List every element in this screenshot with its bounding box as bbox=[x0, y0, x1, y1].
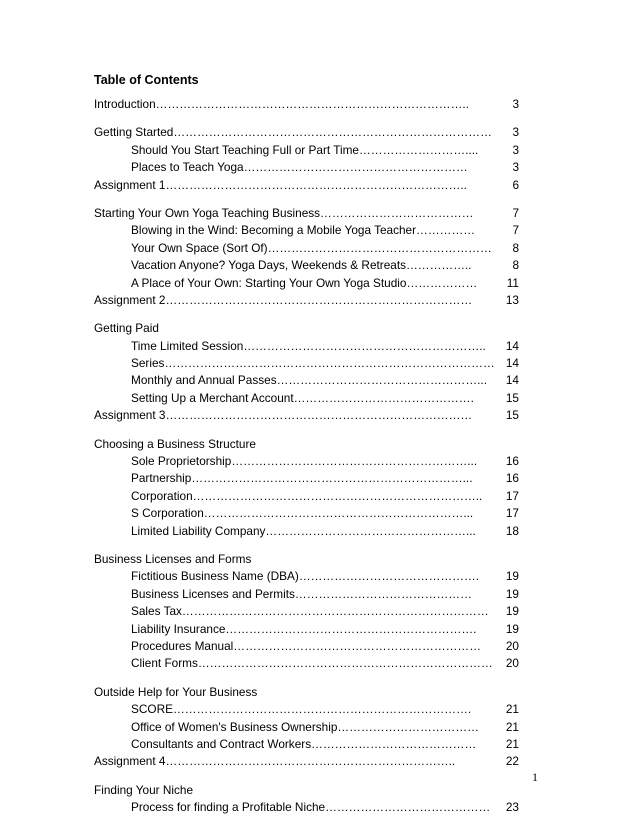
toc-subentry bbox=[131, 586, 519, 603]
toc-page-number: 3 bbox=[510, 124, 519, 141]
toc-subentry bbox=[131, 603, 519, 620]
toc-entry bbox=[94, 753, 519, 770]
toc-entry-text: Your Own Space (Sort Of)………………………………………………… bbox=[131, 240, 492, 255]
toc-page-number: 11 bbox=[505, 275, 519, 292]
toc-page-number: 15 bbox=[504, 407, 519, 424]
toc-entry-text: Time Limited Session…………………………………………………….. bbox=[131, 338, 486, 353]
toc-page-number: 23 bbox=[504, 799, 519, 816]
toc-entry-text: Choosing a Business Structure bbox=[94, 436, 256, 451]
toc-page-number: 17 bbox=[504, 488, 519, 505]
toc-entry bbox=[94, 205, 519, 222]
toc-entry-text: Vacation Anyone? Yoga Days, Weekends & Retreats…………….. bbox=[131, 258, 472, 273]
toc-page-number: 14 bbox=[504, 338, 519, 355]
toc-entry-text: Limited Liability Company……………………………………………... bbox=[131, 523, 476, 538]
toc-entry-text: Finding Your Niche bbox=[94, 782, 194, 797]
toc-entry-text: Sales Tax…………………………………………………………………… bbox=[131, 604, 489, 619]
toc-entry-text: Sole Proprietorship……………………………………………………... bbox=[131, 454, 478, 469]
toc-subentry bbox=[131, 222, 519, 239]
toc-entry-text: Places to Teach Yoga………………………………………………… bbox=[131, 160, 468, 175]
toc-entry-text: Client Forms………………………………………………………………… bbox=[131, 656, 493, 671]
toc-entry bbox=[94, 177, 519, 194]
toc-page-number: 19 bbox=[504, 568, 519, 585]
toc-page-number: 22 bbox=[504, 753, 519, 770]
toc-page-number: 7 bbox=[510, 205, 519, 222]
toc-entry-text: Getting Paid bbox=[94, 321, 159, 336]
toc-entry-text: Getting Started……………………………………………………………………… bbox=[94, 125, 492, 140]
toc-subentry bbox=[131, 523, 519, 540]
toc-subentry bbox=[131, 390, 519, 407]
toc-page-number: 15 bbox=[504, 390, 519, 407]
toc-entry-text: Procedures Manual……………………………………………………… bbox=[131, 638, 482, 653]
toc-page-number: 20 bbox=[504, 638, 519, 655]
toc-page-number: 16 bbox=[504, 453, 519, 470]
toc-page-number: 19 bbox=[504, 603, 519, 620]
toc-entry-text: Starting Your Own Yoga Teaching Business………………………………… bbox=[94, 205, 474, 220]
toc-subentry bbox=[131, 719, 519, 736]
toc-entry-text: Fictitious Business Name (DBA)………………………………………. bbox=[131, 569, 480, 584]
toc-page-number: 7 bbox=[510, 222, 519, 239]
toc-subentry bbox=[131, 799, 519, 816]
toc-subentry bbox=[131, 621, 519, 638]
toc-entry-text: Process for finding a Profitable Niche…………………………………… bbox=[131, 800, 491, 815]
section-gap bbox=[94, 540, 519, 551]
toc-entry-text: Partnership……………………………………………………………... bbox=[131, 471, 473, 486]
toc-title: Table of Contents bbox=[94, 73, 199, 87]
toc-subentry bbox=[131, 355, 519, 372]
toc-page-number: 3 bbox=[510, 142, 519, 159]
toc-entry bbox=[94, 782, 519, 799]
toc-page-number: 19 bbox=[504, 586, 519, 603]
toc-page-number: 19 bbox=[504, 621, 519, 638]
section-gap bbox=[94, 309, 519, 320]
toc-entry-text: Assignment 3…………………………………………………………………… bbox=[94, 408, 473, 423]
toc-subentry bbox=[131, 470, 519, 487]
toc-entry-text: S Corporation…………………………………………………………... bbox=[131, 506, 474, 521]
toc-entry-text: A Place of Your Own: Starting Your Own Yoga Studio……………… bbox=[131, 275, 478, 290]
toc-subentry bbox=[131, 142, 519, 159]
toc-entry-text: Setting Up a Merchant Account………………………………………. bbox=[131, 390, 474, 405]
toc-page-number: 13 bbox=[504, 292, 519, 309]
toc-page-number: 21 bbox=[504, 736, 519, 753]
toc-entry bbox=[94, 551, 519, 568]
toc-entry-text: Business Licenses and Permits……………………………………… bbox=[131, 586, 472, 601]
toc-entry-text: Should You Start Teaching Full or Part Time……………………….... bbox=[131, 142, 479, 157]
toc-subentry bbox=[131, 701, 519, 718]
toc-entry bbox=[94, 96, 519, 113]
section-gap bbox=[94, 425, 519, 436]
toc-entry bbox=[94, 320, 519, 337]
toc-entry-text: Business Licenses and Forms bbox=[94, 551, 252, 566]
toc-entry bbox=[94, 292, 519, 309]
toc-page-number: 3 bbox=[510, 159, 519, 176]
toc-entry-text: Consultants and Contract Workers…………………………………… bbox=[131, 736, 477, 751]
section-gap bbox=[94, 673, 519, 684]
toc-subentry bbox=[131, 568, 519, 585]
toc-entry-text: SCORE…………………………………………………………………. bbox=[131, 702, 472, 717]
toc-subentry bbox=[131, 240, 519, 257]
toc-subentry bbox=[131, 275, 519, 292]
toc-subentry bbox=[131, 159, 519, 176]
toc-subentry bbox=[131, 372, 519, 389]
toc-entry-text: Monthly and Annual Passes……………………………………………... bbox=[131, 373, 487, 388]
toc-page-number: 14 bbox=[504, 355, 519, 372]
section-gap bbox=[94, 194, 519, 205]
toc-entry bbox=[94, 684, 519, 701]
toc-entry bbox=[94, 436, 519, 453]
toc-entry-text: Assignment 2…………………………………………………………………… bbox=[94, 292, 473, 307]
toc-subentry bbox=[131, 505, 519, 522]
page-number: 1 bbox=[532, 770, 538, 784]
toc-entry bbox=[94, 407, 519, 424]
section-gap bbox=[94, 771, 519, 782]
toc-entry-text: Series………………………………………………………………………… bbox=[131, 356, 495, 371]
toc-page-number: 18 bbox=[504, 523, 519, 540]
toc-entry bbox=[94, 124, 519, 141]
toc-entry-text: Office of Women's Business Ownership……………………………… bbox=[131, 719, 479, 734]
toc-page-number: 21 bbox=[504, 701, 519, 718]
toc-page-number: 8 bbox=[510, 257, 519, 274]
toc-entry-text: Blowing in the Wind: Becoming a Mobile Yoga Teacher…………… bbox=[131, 223, 476, 238]
toc-entry-text: Assignment 1………………………………………………………………….. bbox=[94, 177, 467, 192]
section-gap bbox=[94, 113, 519, 124]
table-of-contents bbox=[94, 96, 519, 816]
toc-subentry bbox=[131, 638, 519, 655]
toc-subentry bbox=[131, 257, 519, 274]
toc-page-number: 17 bbox=[504, 505, 519, 522]
toc-subentry bbox=[131, 453, 519, 470]
toc-page-number: 16 bbox=[504, 470, 519, 487]
toc-subentry bbox=[131, 488, 519, 505]
toc-page-number: 20 bbox=[504, 655, 519, 672]
toc-subentry bbox=[131, 736, 519, 753]
toc-subentry bbox=[131, 655, 519, 672]
toc-entry-text: Corporation……………………………………………………………….. bbox=[131, 488, 483, 503]
toc-subentry bbox=[131, 338, 519, 355]
toc-page-number: 21 bbox=[504, 719, 519, 736]
toc-entry-text: Assignment 4……………………………………………………………….. bbox=[94, 754, 456, 769]
toc-page-number: 6 bbox=[510, 177, 519, 194]
toc-page-number: 3 bbox=[510, 96, 519, 113]
toc-page-number: 14 bbox=[504, 372, 519, 389]
toc-entry-text: Liability Insurance………………………………………………………. bbox=[131, 621, 477, 636]
toc-entry-text: Introduction…………………………………………………………………….. bbox=[94, 97, 469, 111]
toc-entry-text: Outside Help for Your Business bbox=[94, 684, 258, 699]
toc-page-number: 8 bbox=[510, 240, 519, 257]
